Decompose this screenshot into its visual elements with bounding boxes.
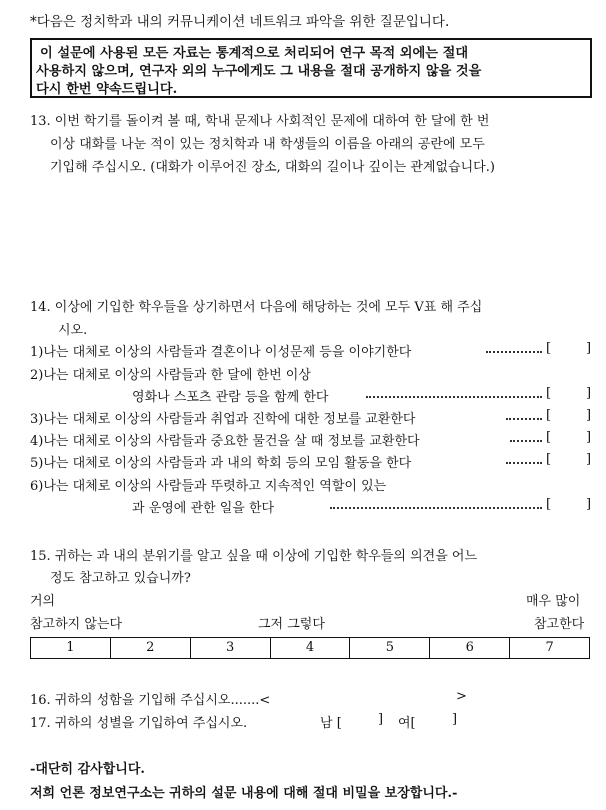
q17-text: 17. 귀하의 성별을 기입하여 주십시오. [30, 716, 248, 731]
thank-you: -대단히 감사합니다. [30, 762, 145, 777]
q14-item-3 [30, 408, 596, 426]
q14-item-1 [30, 341, 596, 359]
q14-item-4 [30, 430, 596, 448]
check-bracket-close: ] [586, 341, 592, 356]
survey-intro: *다음은 정치학과 내의 커뮤니케이션 네트워크 파악을 위한 질문입니다. [30, 14, 450, 30]
q14-item-6-text-cont: 과 운영에 관한 일을 한다 [132, 501, 275, 516]
q14-item-5-text: 5)나는 대체로 이상의 사람들과 과 내의 학회 등의 모임 활동을 한다 [30, 456, 412, 471]
q13-line-3: 기입해 주십시오. (대화가 이루어진 장소, 대화의 길이나 깊이는 관계없습니다.) [50, 160, 495, 175]
likert-scale [30, 637, 590, 659]
scale-option-7[interactable]: 7 [545, 640, 554, 655]
q16-text: 16. 귀하의 성함을 기입해 주십시오.......< [30, 693, 271, 708]
scale-option-3[interactable]: 3 [191, 638, 271, 658]
check-bracket-close: ] [586, 408, 592, 423]
q14-item-2 [30, 364, 596, 382]
q16-close: > [456, 689, 467, 704]
gender-female-close: ] [452, 712, 458, 727]
q13-line-1: 13. 이번 학기를 돌이켜 볼 때, 학내 문제나 사회적인 문제에 대하여 한 달에 한 번 [30, 114, 490, 129]
gender-female-checkbox[interactable] [424, 712, 450, 730]
closing-statement: 저희 언론 정보연구소는 귀하의 설문 내용에 대해 절대 비밀을 보장합니다.- [30, 786, 458, 801]
q14-item-6-text: 6)나는 대체로 이상의 사람들과 뚜렷하고 지속적인 역할이 있는 [30, 479, 387, 494]
check-bracket-close: ] [586, 452, 592, 467]
gender-male-close: ] [378, 712, 384, 727]
q14-item-3-text: 3)나는 대체로 이상의 사람들과 취업과 진학에 대한 정보를 교환한다 [30, 412, 416, 427]
q15-line-2: 정도 참고하고 있습니까? [50, 571, 191, 586]
leader-dots [506, 462, 542, 464]
notice-line-3: 다시 한번 약속드립니다. [36, 82, 178, 97]
scale-left-label-bottom: 참고하지 않는다 [30, 617, 123, 632]
gender-male-checkbox[interactable] [352, 712, 376, 730]
check-bracket-close: ] [586, 430, 592, 445]
scale-option-1[interactable]: 1 [31, 638, 111, 658]
scale-option-5[interactable]: 5 [350, 638, 430, 658]
leader-dots [330, 507, 542, 509]
q14-item-1-text: 1)나는 대체로 이상의 사람들과 결혼이나 이성문제 등을 이야기한다 [30, 345, 412, 360]
leader-dots [366, 396, 542, 398]
q14-item-2-text-cont: 영화나 스포츠 관람 등을 함께 한다 [132, 390, 329, 405]
check-bracket-open[interactable]: [ [546, 386, 552, 401]
check-bracket-close: ] [586, 386, 592, 401]
q14-item-6-cont [30, 497, 596, 515]
q15-line-1: 15. 귀하는 과 내의 분위기를 알고 싶을 때 이상에 기입한 학우들의 의견을 어느 [30, 549, 478, 564]
leader-dots [506, 418, 542, 420]
q13-answer-area[interactable] [30, 180, 590, 285]
gender-female-label: 여[ [398, 716, 416, 731]
check-bracket-open[interactable]: [ [546, 497, 552, 512]
q13-line-2: 이상 대화를 나눈 적이 있는 정치학과 내 학생들의 이름을 아래의 공란에 모두 [50, 137, 485, 152]
leader-dots [486, 351, 542, 353]
name-input-field[interactable] [306, 689, 454, 707]
scale-option-2[interactable]: 2 [111, 638, 191, 658]
q14-item-2-cont [30, 386, 596, 404]
q14-item-6 [30, 475, 596, 493]
scale-mid-label: 그저 그렇다 [258, 617, 325, 632]
check-bracket-open[interactable]: [ [546, 452, 552, 467]
scale-option-6[interactable]: 6 [430, 638, 510, 658]
check-bracket-open[interactable]: [ [546, 408, 552, 423]
check-bracket-open[interactable]: [ [546, 341, 552, 356]
scale-left-label-top: 거의 [30, 594, 56, 609]
leader-dots [510, 440, 542, 442]
gender-male-label: 남 [ [320, 716, 342, 731]
check-bracket-close: ] [586, 497, 592, 512]
q14-item-2-text: 2)나는 대체로 이상의 사람들과 한 달에 한번 이상 [30, 368, 311, 383]
notice-line-1: 이 설문에 사용된 모든 자료는 통계적으로 처리되어 연구 목적 외에는 절대 [40, 46, 469, 61]
q14-item-5 [30, 452, 596, 470]
q14-line-1: 14. 이상에 기입한 학우들을 상기하면서 다음에 해당하는 것에 모두 V표 해 주십 [30, 300, 483, 315]
scale-right-label-bottom: 참고한다 [534, 617, 585, 632]
check-bracket-open[interactable]: [ [546, 430, 552, 445]
q14-item-4-text: 4)나는 대체로 이상의 사람들과 중요한 물건을 살 때 정보를 교환한다 [30, 434, 420, 449]
scale-right-label-top: 매우 많이 [526, 594, 581, 609]
notice-line-2: 사용하지 않으며, 연구자 외의 누구에게도 그 내용을 절대 공개하지 않을 것을 [36, 64, 482, 79]
q14-line-2: 시오. [58, 323, 88, 338]
scale-option-4[interactable]: 4 [271, 638, 351, 658]
confidentiality-notice [30, 38, 592, 98]
